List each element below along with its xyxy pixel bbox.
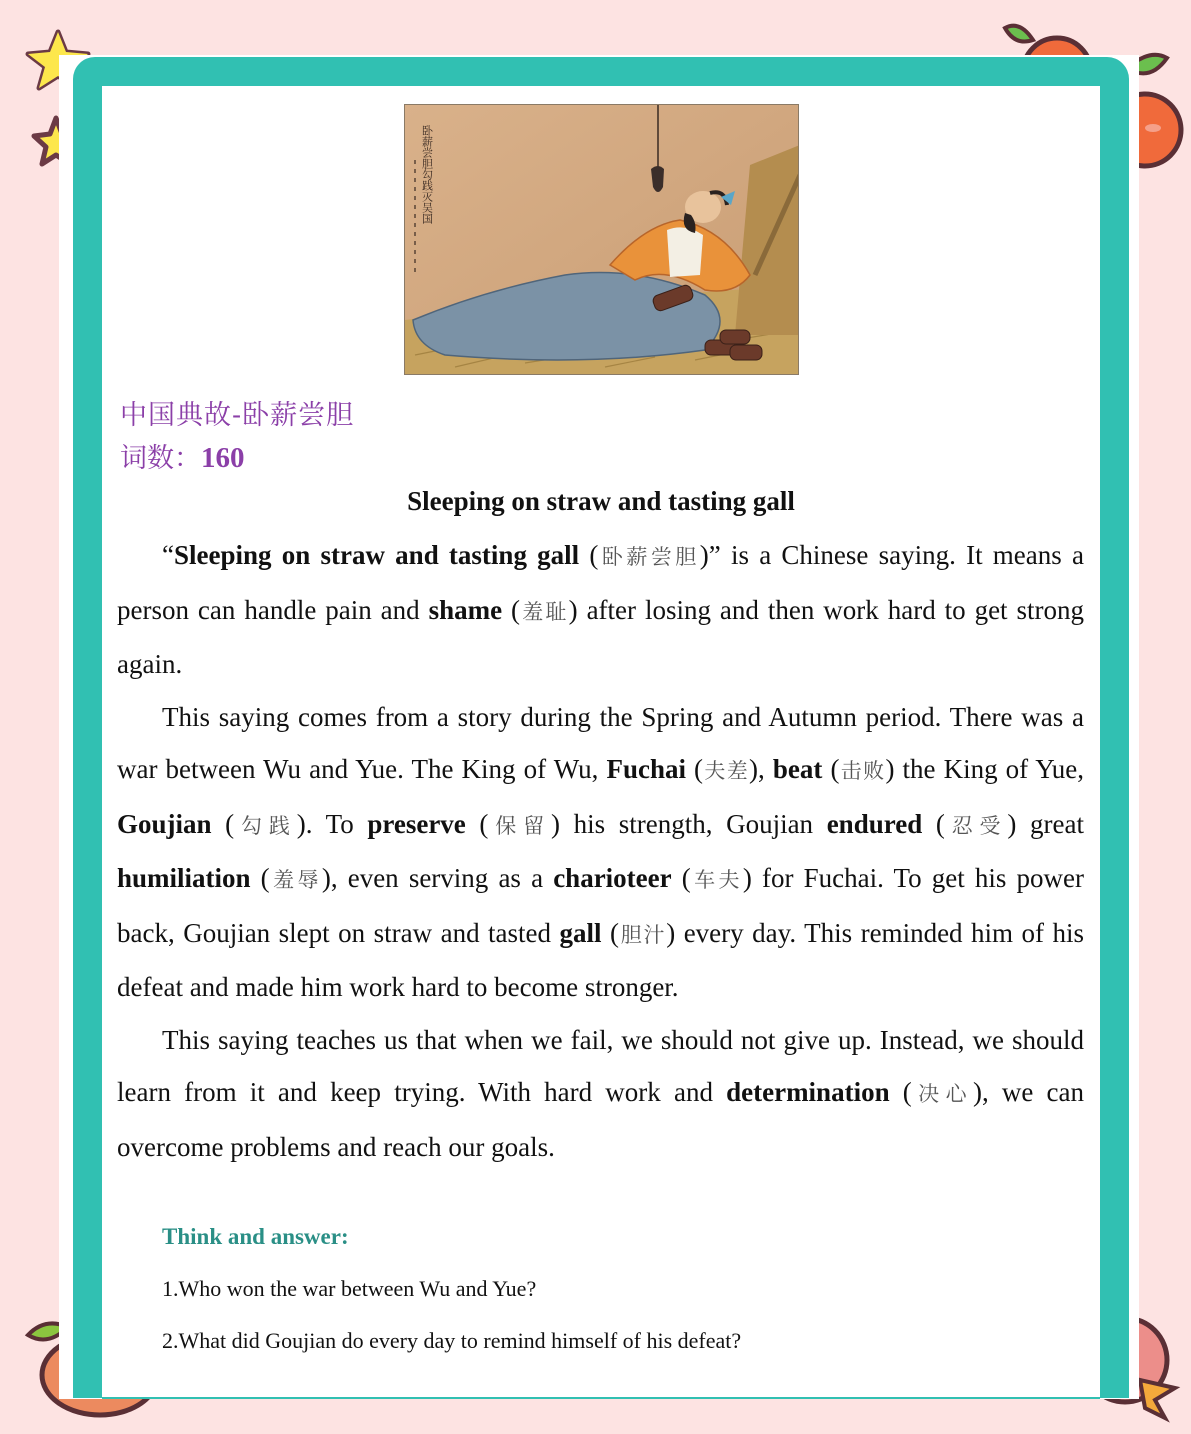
story-title: Sleeping on straw and tasting gall (407, 486, 795, 516)
story-text: ( (822, 754, 840, 784)
chinese-gloss: 勾践 (234, 813, 297, 838)
story-text: ) great (1007, 808, 1084, 839)
story-text: )” is a Chinese saying. It means a person can handle pain and (117, 540, 1084, 625)
story-text: This saying teaches us that when we fail, we should not give up. Instead, we should learn from it and keep trying. With hard work and (117, 1024, 1084, 1107)
word-count-value: 160 (201, 442, 245, 474)
story-text: ). To (296, 808, 368, 839)
story-text: ) after losing and then work hard to get strong again. (117, 594, 1085, 679)
chinese-gloss: 夫差 (703, 759, 750, 783)
painting-inscription: 卧薪尝胆勾践灭吴国 (420, 125, 434, 224)
chinese-gloss: 决心 (911, 1082, 973, 1106)
story-text: ( (922, 808, 945, 839)
story-text: ( (579, 540, 599, 570)
vocab-word: Sleeping on straw and tasting gall (173, 540, 580, 570)
story-text: ) every day. This reminded him of his defeat and made him work hard to become stronger. (117, 917, 1084, 1002)
goujian-painting (404, 104, 799, 375)
story-text: ( (601, 917, 620, 948)
chinese-gloss: 胆汁 (619, 922, 667, 947)
chinese-gloss: 卧薪尝胆 (598, 545, 700, 569)
questions-heading: Think and answer: (162, 1224, 349, 1249)
vocab-word: humiliation (117, 863, 251, 893)
reading-sheet (102, 86, 1100, 1399)
story-text: ( (685, 754, 704, 784)
word-count-label: 词数： (120, 443, 201, 474)
story-text: ), even serving as a (321, 863, 554, 893)
painting-illustration (405, 105, 799, 375)
chinese-gloss: 车夫 (690, 868, 743, 892)
word-count (120, 436, 245, 475)
vocab-word: charioteer (553, 863, 672, 893)
vocab-word: endured (826, 808, 923, 839)
story-paragraph (117, 529, 1084, 691)
chinese-gloss: 羞耻 (520, 599, 569, 624)
story-text: ( (250, 863, 270, 893)
story-text: ) for Fuchai. To get his power back, Goujian slept on straw and tasted (117, 863, 1085, 948)
story-text: ( (211, 808, 235, 839)
story-body (117, 529, 1084, 1173)
story-text: This saying comes from a story during the Spring and Autumn period. There was a war between Wu and Yue. The King of Wu, (117, 701, 1084, 784)
story-text: ( (465, 808, 489, 839)
chinese-gloss: 保留 (488, 813, 551, 838)
story-paragraph (117, 1014, 1084, 1174)
idiom-title: 中国典故-卧薪尝胆 (120, 400, 355, 431)
chinese-gloss: 羞辱 (269, 868, 322, 892)
story-text: ), (749, 754, 773, 784)
chinese-gloss: 击败 (839, 759, 886, 783)
questions-list (162, 1276, 741, 1380)
vocab-word: shame (428, 594, 503, 625)
vocab-word: gall (559, 917, 602, 948)
chinese-gloss: 忍受 (944, 813, 1008, 838)
question-item: 1.Who won the war between Wu and Yue? (162, 1276, 537, 1301)
story-text: “ (162, 540, 174, 570)
story-paragraph (117, 691, 1084, 1014)
story-text: ( (889, 1077, 912, 1107)
vocab-word: preserve (367, 808, 466, 839)
story-text: ) the King of Yue, (885, 754, 1084, 784)
story-text: ), we can overcome problems and reach our goals. (117, 1077, 1084, 1162)
vocab-word: Goujian (117, 808, 212, 839)
story-text: ) his strength, Goujian (551, 808, 827, 839)
story-text: ( (671, 863, 691, 893)
question-item: 2.What did Goujian do every day to remind himself of his defeat? (162, 1328, 742, 1353)
vocab-word: determination (726, 1077, 890, 1107)
story-text: ( (502, 594, 521, 625)
vocab-word: beat (772, 754, 823, 784)
vocab-word: Fuchai (606, 754, 686, 784)
